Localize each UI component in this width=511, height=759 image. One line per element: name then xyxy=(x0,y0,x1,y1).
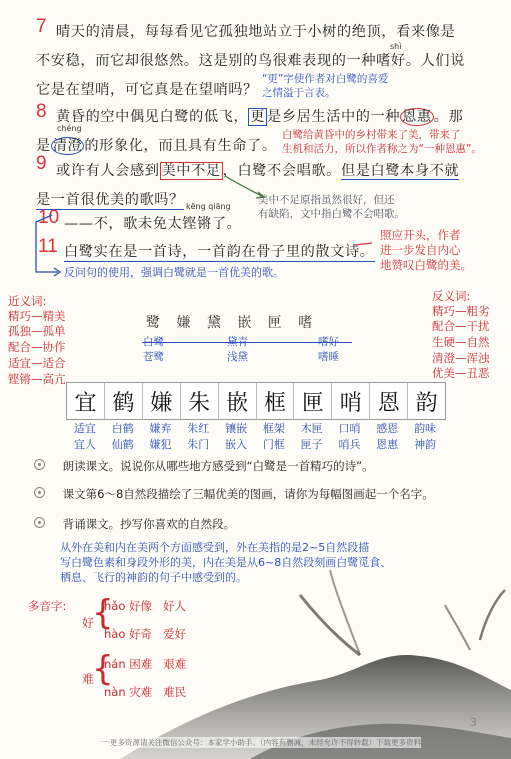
enhui-word: 恩惠 xyxy=(402,109,432,125)
write-note: 嗜好 xyxy=(318,336,339,348)
vocab-word: 宜人 xyxy=(73,438,96,451)
footer-text: 一‧更多资源请关注微信公众号：本家学小助手。（内容有删减，未经允许不得转载）下载更多资料 xyxy=(100,738,422,747)
antonym-item: 精巧—粗劣 xyxy=(432,304,490,318)
vocab-char: 哨 xyxy=(332,383,370,419)
task-item xyxy=(34,486,434,502)
synonym-item: 铿锵—高亢 xyxy=(8,372,66,386)
vocab-word: 哨兵 xyxy=(338,438,361,451)
geng-word: 更 xyxy=(250,109,266,125)
synonym-item: 孤独—孤单 xyxy=(8,324,66,338)
vocab-char: 鹤 xyxy=(105,383,143,419)
task-text: 朗读课文。说说你从哪些地方感受到“白鹭是一首精巧的诗”。 xyxy=(62,459,374,473)
bullet-icon xyxy=(34,517,45,528)
para-8-line-1-c: 。那 xyxy=(433,109,464,125)
para-9-line-1-a: 或许有人会感到 xyxy=(56,163,160,179)
vocab-word: 朱红 xyxy=(187,422,210,435)
para-8-line-1-a: 黄昏的空中偶见白鹭的低飞， xyxy=(56,109,249,125)
vocab-char: 框 xyxy=(257,383,295,419)
antonym-item: 生硬—自然 xyxy=(432,335,490,349)
vocab-word: 嫌犯 xyxy=(149,438,172,451)
vocab-char: 嫌 xyxy=(143,383,181,419)
write-note: 白鹭 xyxy=(143,336,164,348)
vocab-word: 恩惠 xyxy=(376,438,399,451)
write-chars-underline xyxy=(142,342,352,343)
task-item xyxy=(34,516,235,532)
vocab-word: 匣子 xyxy=(300,438,323,451)
page-number: 3 xyxy=(470,716,477,729)
polyphone-reading: nàn 灾难 难民 xyxy=(104,685,187,699)
vocab-char: 宜 xyxy=(67,383,105,419)
polyphone-reading: hǎo 好像 好人 xyxy=(104,599,186,613)
buzu-word: 美中不足 xyxy=(161,163,221,179)
annotation-arrows xyxy=(0,0,511,300)
task-text: 课文第6～8自然段描绘了三幅优美的图画，请你为每幅图画起一个名字。 xyxy=(62,487,434,501)
para-11-number: 11 xyxy=(38,236,58,257)
vocab-word: 白鹤 xyxy=(111,422,134,435)
answer-note: 从外在美和内在美两个方面感受到，外在美指的是2~5自然段描 写白鹭色素和身段外形的美，内在美是从6~8自然段刻画白鹭觅食、 栖息、飞行的神韵的句子中感受到的。 xyxy=(60,541,392,584)
synonym-item: 精巧—精美 xyxy=(8,309,66,323)
para-7-line-3: 它是在望哨，可它真是在望哨吗？ xyxy=(36,82,258,98)
polyphones-title: 多音字: xyxy=(28,599,67,613)
synonym-item: 适宜—适合 xyxy=(8,356,66,370)
vocab-words-row-2 xyxy=(66,436,444,452)
para-8-line-2-b: 的形象化，而且具有生命了。 xyxy=(84,138,277,154)
ink-landscape-illustration xyxy=(0,560,511,759)
pinyin-cheng: chéng xyxy=(57,124,82,133)
write-note: 嗜睡 xyxy=(318,351,339,363)
write-note: 浅黛 xyxy=(227,351,248,363)
pinyin-shi: shì xyxy=(390,42,402,51)
pinyin-kengqiang: kēng qiāng xyxy=(186,202,231,211)
polyphone-brace: { xyxy=(92,649,114,689)
shi-word: 嗜 xyxy=(376,53,391,69)
task-text: 背诵课文。抄写你喜欢的自然段。 xyxy=(62,517,236,531)
chengche-word: 清澄 xyxy=(52,138,83,154)
vocab-grid xyxy=(66,382,446,420)
antonym-item: 优美—丑恶 xyxy=(432,366,490,380)
vocab-word: 韵味 xyxy=(414,422,437,435)
para-9-line-1-c: 但是白鹭本身不就 xyxy=(340,163,460,179)
para-8-number: 8 xyxy=(36,101,47,122)
para-9-line-1-b: ，白鹭不会唱歌。 xyxy=(222,163,341,179)
vocab-char: 嵌 xyxy=(219,383,257,419)
vocab-word: 朱门 xyxy=(187,438,210,451)
polyphone-reading: nán 困难 艰难 xyxy=(104,657,187,671)
polyphone-brace: { xyxy=(92,593,114,633)
para-8-line-2-a: 是 xyxy=(36,138,51,154)
synonyms-title: 近义词: xyxy=(8,294,47,308)
vocab-word: 镶嵌 xyxy=(225,422,248,435)
bullet-icon xyxy=(34,459,45,470)
antonyms-title: 反义词: xyxy=(432,289,471,303)
write-note: 苍鹭 xyxy=(143,351,164,363)
vocab-words-row-1 xyxy=(66,420,444,436)
para-11-bottom-annotation: 反问句的使用，强调白鹭就是一首优美的歌。 xyxy=(64,266,284,279)
vocab-char: 恩 xyxy=(370,383,408,419)
para-9-annotation: 美中不足原指虽然很好，但还 有缺陷，文中指白鹭不会唱歌。 xyxy=(258,194,405,220)
vocab-word: 木匣 xyxy=(300,422,323,435)
vocab-word: 嫌弃 xyxy=(149,422,172,435)
para-9-number: 9 xyxy=(36,153,47,174)
write-note: 黛青 xyxy=(227,336,248,348)
para-8-line-1-b: 是乡居生活中的一种 xyxy=(267,109,401,125)
para-10-line: ——不，歌未免太铿锵了。 xyxy=(64,216,242,232)
para-9-line-2: 是一首很优美的歌吗？ xyxy=(36,189,184,210)
vocab-word: 门框 xyxy=(262,438,285,451)
vocab-word: 嵌入 xyxy=(225,438,248,451)
polyphone-char: 好 xyxy=(82,616,95,630)
vocab-word: 适宜 xyxy=(73,422,96,435)
para-7-annotation: “更”字使作者对白鹭的喜爱 之情溢于言表。 xyxy=(262,73,389,99)
task-item xyxy=(34,458,374,474)
vocab-word: 口哨 xyxy=(338,422,361,435)
polyphone-char: 难 xyxy=(82,672,95,686)
para-7-line-2-a: 不安稳，而它却很悠然。这是别的鸟很难表现的一种 xyxy=(36,53,377,69)
antonym-item: 清澄—浑浊 xyxy=(432,351,490,365)
write-characters: 鹭 嫌 黛 嵌 匣 嗜 xyxy=(146,315,319,331)
para-7-line-2-b: 好。人们说 xyxy=(390,53,465,69)
polyphone-reading: hào 好奇 爱好 xyxy=(104,627,186,641)
para-11-right-annotation: 照应开头，作者 进一步发自内心 地赞叹白鹭的美。 xyxy=(380,228,472,272)
vocab-word: 框架 xyxy=(262,422,285,435)
para-8-annotation: 白鹭给黄昏中的乡村带来了美，带来了 生机和活力，所以作者称之为“一种恩惠”。 xyxy=(282,129,482,155)
vocab-word: 仙鹤 xyxy=(111,438,134,451)
vocab-char: 韵 xyxy=(415,390,438,416)
vocab-word: 感恩 xyxy=(376,422,399,435)
para-11-line: 白鹭实在是一首诗，一首韵在骨子里的散文诗。 xyxy=(64,241,375,262)
para-7-number: 7 xyxy=(36,16,47,37)
vocab-char: 朱 xyxy=(181,383,219,419)
vocab-char: 匣 xyxy=(294,383,332,419)
para-10-number: 10 xyxy=(38,207,60,228)
para-7-line-1: 晴天的清晨，每每看见它孤独地站立于小树的绝顶，看来像是 xyxy=(56,24,456,40)
synonym-item: 配合—协作 xyxy=(8,340,66,354)
antonym-item: 配合—干扰 xyxy=(432,319,490,333)
bullet-icon xyxy=(34,487,45,498)
vocab-word: 神韵 xyxy=(414,438,437,451)
